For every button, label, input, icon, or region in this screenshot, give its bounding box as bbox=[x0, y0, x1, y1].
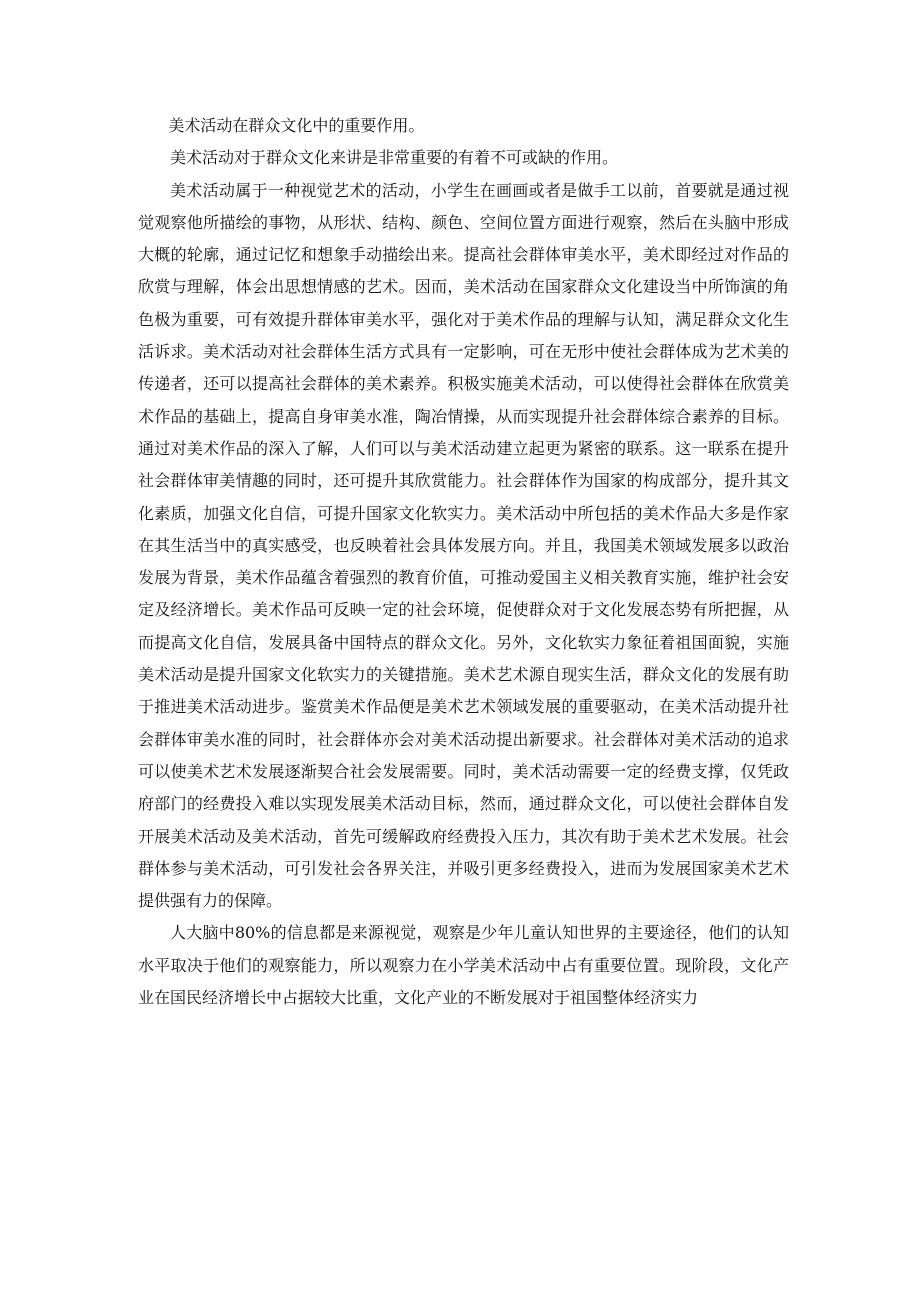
paragraph-main: 美术活动属于一种视觉艺术的活动，小学生在画画或者是做手工以前，首要就是通过视觉观察他所描绘的事物，从形状、结构、颜色、空间位置方面进行观察，然后在头脑中形成大概的轮廓，通过记忆和想象手动描绘出来。提高社会群体审美水平，美术即经过对作品的欣赏与理解，体会出思想情感的艺术。因而，美术活动在国家群众文化建设当中所饰演的角色极为重要，可有效提升群体审美水平，强化对于美术作品的理解与认知，满足群众文化生活诉求。美术活动对社会群体生活方式具有一定影响，可在无形中使社会群体成为艺术美的传递者，还可以提高社会群体的美术素养。积极实施美术活动，可以使得社会群体在欣赏美术作品的基础上，提高自身审美水准，陶冶情操，从而实现提升社会群体综合素养的目标。通过对美术作品的深入了解，人们可以与美术活动建立起更为紧密的联系。这一联系在提升社会群体审美情趣的同时，还可提升其欣赏能力。社会群体作为国家的构成部分，提升其文化素质，加强文化自信，可提升国家文化软实力。美术活动中所包括的美术作品大多是作家在其生活当中的真实感受，也反映着社会具体发展方向。并且，我国美术领域发展多以政治发展为背景，美术作品蕴含着强烈的教育价值，可推动爱国主义相关教育实施，维护社会安定及经济增长。美术作品可反映一定的社会环境，促使群众对于文化发展态势有所把握，从而提高文化自信，发展具备中国特点的群众文化。另外，文化软实力象征着祖国面貌，实施美术活动是提升国家文化软实力的关键措施。美术艺术源自现实生活，群众文化的发展有助于推进美术活动进步。鉴赏美术作品便是美术艺术领域发展的重要驱动，在美术活动提升社会群体审美水准的同时，社会群体亦会对美术活动提出新要求。社会群体对美术活动的追求可以使美术艺术发展逐渐契合社会发展需要。同时，美术活动需要一定的经费支撑，仅凭政府部门的经费投入难以实现发展美术活动目标，然而，通过群众文化，可以使社会群体自发开展美术活动及美术活动，首先可缓解政府经费投入压力，其次有助于美术艺术发展。社会群体参与美术活动，可引发社会各界关注，并吸引更多经费投入，进而为发展国家美术艺术提供强有力的保障。 bbox=[138, 180, 789, 911]
section-heading: 美术活动在群众文化中的重要作用。 bbox=[168, 116, 425, 135]
document-body bbox=[138, 110, 789, 1014]
paragraph-intro: 美术活动对于群众文化来讲是非常重要的有着不可或缺的作用。 bbox=[170, 148, 619, 168]
paragraph-observation: 人大脑中80%的信息都是来源视觉，观察是少年儿童认知世界的主要途径，他们的认知水平取决于他们的观察能力，所以观察力在小学美术活动中占有重要位置。现阶段，文化产业在国民经济增长中占据较大比重，文化产业的不断发展对于祖国整体经济实力 bbox=[138, 923, 789, 1008]
